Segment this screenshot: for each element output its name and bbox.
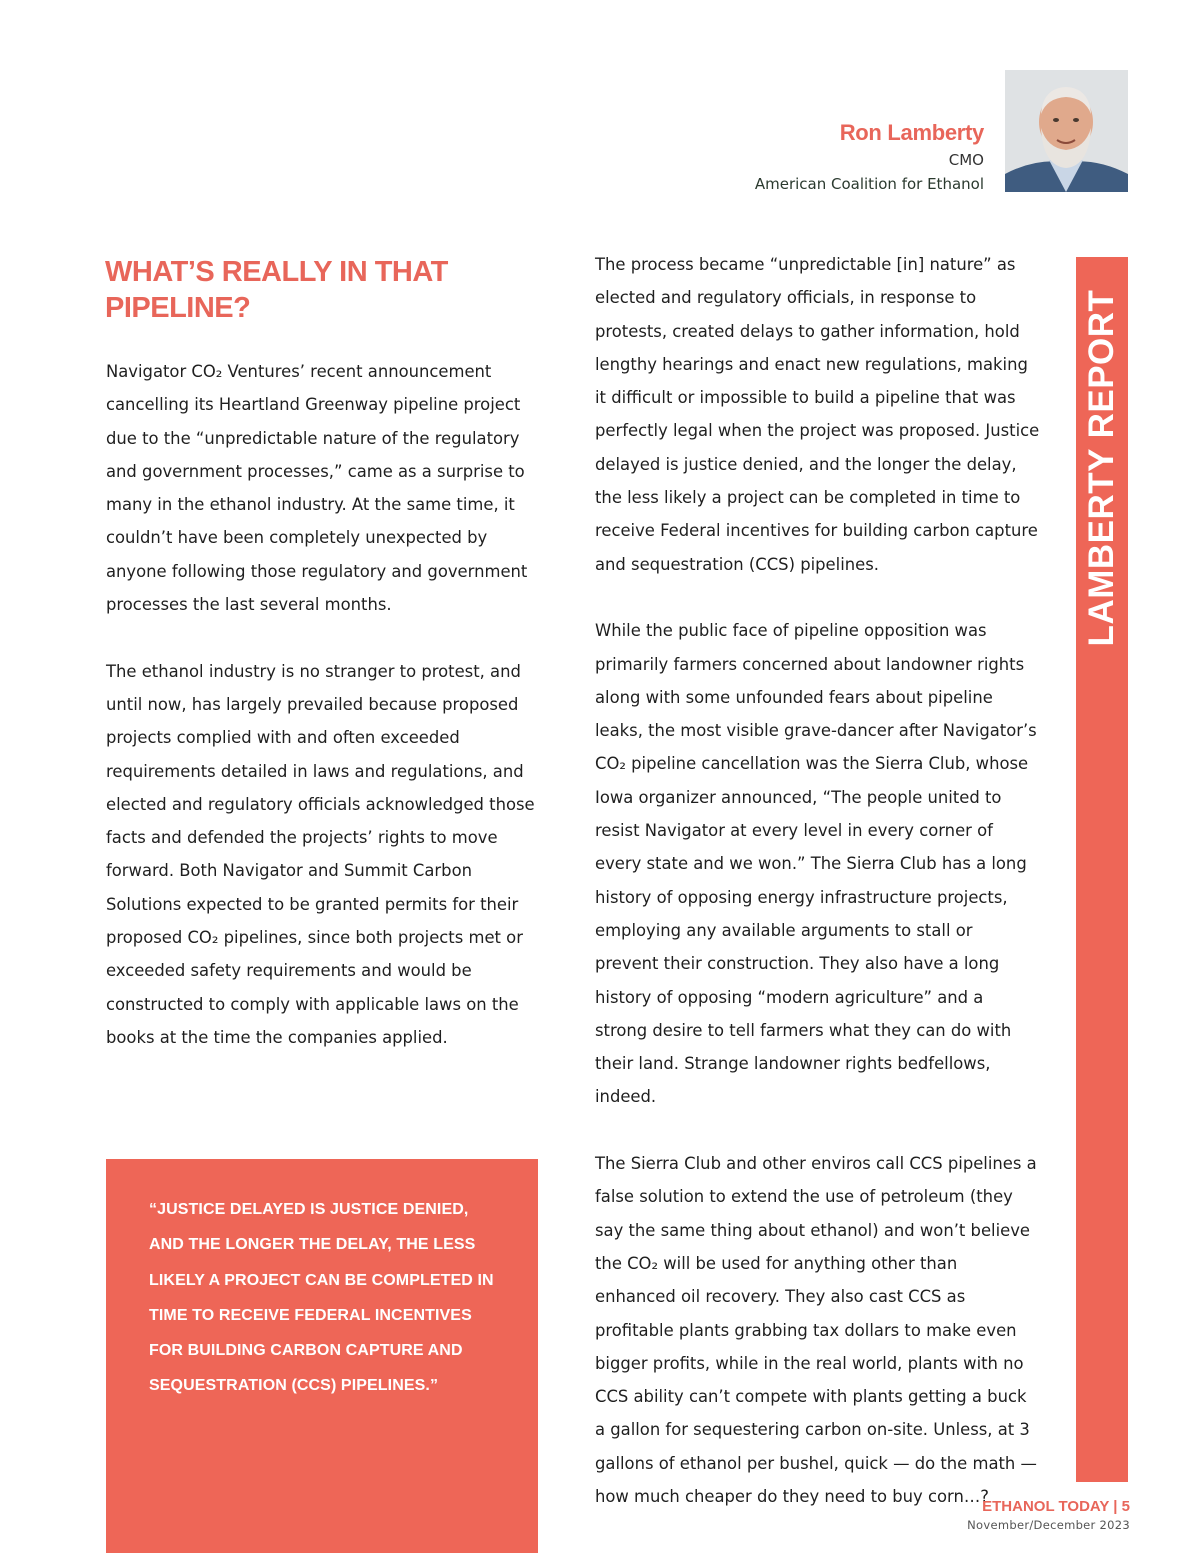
pull-quote: “JUSTICE DELAYED IS JUSTICE DENIED, AND THE LONGER THE DELAY, THE LESS LIKELY A PROJECT CAN BE COMPLETED IN TIME TO RECEIVE FEDERAL INCENTIVES FOR BUILDING CARBON CAPTURE AND SEQUESTRATION (CCS) PIPELINES.”	[149, 1201, 494, 1395]
paragraph: While the public face of pipeline opposition was primarily farmers concerned about landowner rights along with some unfounded fears about pipeline leaks, the most visible grave-dancer after Navigator’s CO₂ pipeline cancellation was the Sierra Club, whose Iowa organizer announced, “The people united to resist Navigator at every level in every corner of every state and we won.” The Sierra Club has a long history of opposing energy infrastructure projects, employing any available arguments to stall or prevent their construction. They also have a long history of opposing “modern agriculture” and a strong desire to tell farmers what they can do with their land. Strange landowner rights bedfellows, indeed.	[595, 621, 1037, 1107]
page-footer	[967, 1497, 1130, 1533]
left-column	[106, 355, 551, 1088]
pull-quote-box	[106, 1159, 538, 1553]
magazine-page-number: ETHANOL TODAY | 5	[982, 1498, 1130, 1515]
paragraph: The Sierra Club and other enviros call CCS pipelines a false solution to extend the use of petroleum (they say the same thing about ethanol) and won’t believe the CO₂ will be used for anything other than enhanced oil recovery. They also cast CCS as profitable plants grabbing tax dollars to make even bigger profits, while in the real world, plants with no CCS ability can’t compete with plants getting a buck a gallon for sequestering carbon on-site. Unless, at 3 gallons of ethanol per bushel, quick — do the math — how much cheaper do they need to buy corn…?	[595, 1154, 1037, 1506]
paragraph: The ethanol industry is no stranger to protest, and until now, has largely prevailed because proposed projects complied with and often exceeded requirements detailed in laws and regulations, and elected and regulatory officials acknowledged those facts and defended the projects’ rights to move forward. Both Navigator and Summit Carbon Solutions expected to be granted permits for their proposed CO₂ pipelines, since both projects met or exceeded safety requirements and would be constructed to comply with applicable laws on the books at the time the companies applied.	[106, 661, 535, 1047]
article-headline: WHAT’S REALLY IN THAT PIPELINE?	[105, 256, 448, 324]
right-column	[595, 248, 1040, 1547]
paragraph: The process became “unpredictable [in] nature” as elected and regulatory officials, in response to protests, created delays to gather information, hold lengthy hearings and enact new regulations, making it difficult or impossible to build a pipeline that was perfectly legal when the project was proposed. Justice delayed is justice denied, and the longer the delay, the less likely a project can be completed in time to receive Federal incentives for building carbon capture and sequestration (CCS) pipelines.	[595, 255, 1040, 574]
issue-date: November/December 2023	[967, 1518, 1130, 1532]
author-organization: American Coalition for Ethanol	[754, 175, 984, 193]
author-portrait-icon	[1005, 70, 1128, 192]
section-label-container	[1076, 270, 1128, 665]
author-name: Ron Lamberty	[839, 120, 984, 145]
author-block	[755, 118, 984, 196]
section-label: LAMBERTY REPORT	[1082, 289, 1121, 646]
author-role: CMO	[948, 151, 984, 169]
paragraph: Navigator CO₂ Ventures’ recent announcement cancelling its Heartland Greenway pipeline project due to the “unpredictable nature of the regulatory and government processes,” came as a surprise to many in the ethanol industry. At the same time, it couldn’t have been completely unexpected by anyone following those regulatory and government processes the last several months.	[106, 362, 528, 615]
author-photo	[1005, 70, 1128, 192]
